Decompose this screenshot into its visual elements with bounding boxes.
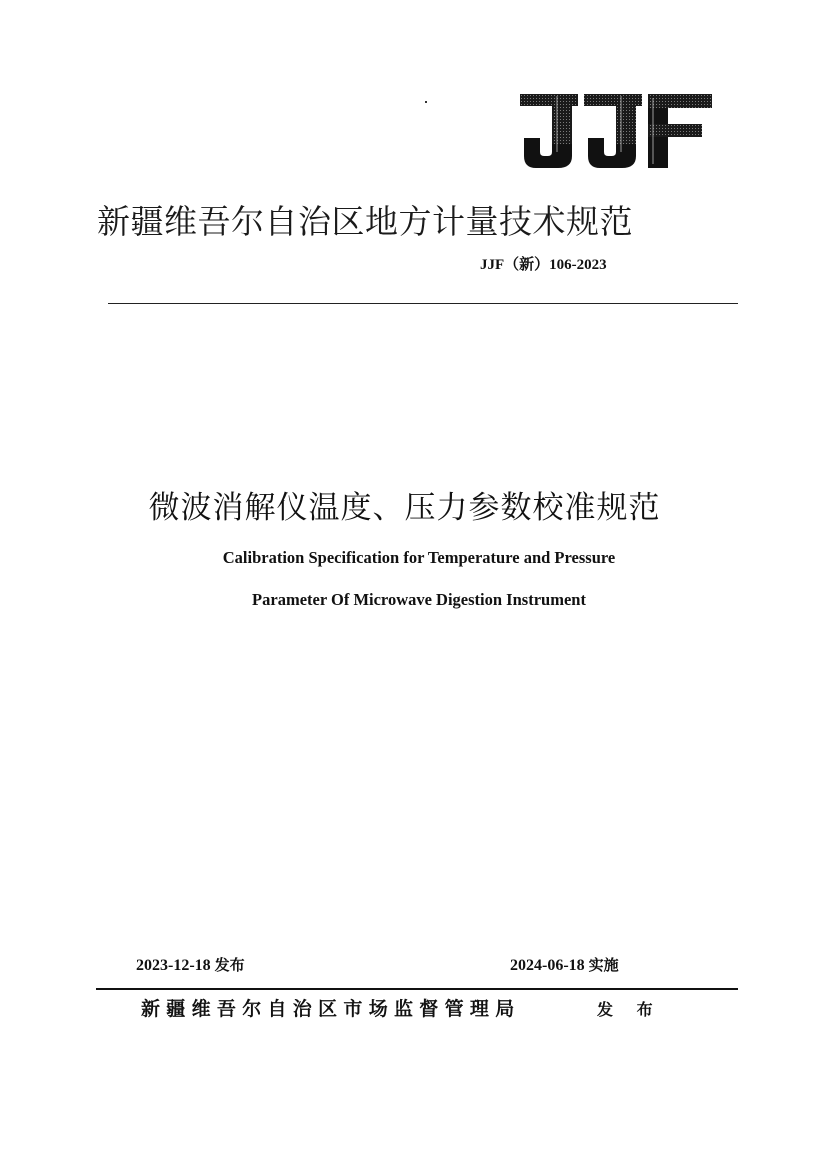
- logo-speck: [425, 101, 427, 103]
- issuing-authority: 新疆维吾尔自治区市场监督管理局: [141, 998, 521, 1020]
- document-title-en-line2: Parameter Of Microwave Digestion Instrument: [252, 590, 586, 609]
- issue-date: 2023-12-18: [136, 957, 211, 974]
- document-title-cn: 微波消解仪温度、压力参数校准规范: [148, 490, 661, 526]
- publish-label: 发 布: [597, 1000, 662, 1019]
- implementation-date-block: [510, 954, 619, 975]
- logo-letter-f: [648, 94, 712, 168]
- series-title: 新疆维吾尔自治区地方计量技术规范: [97, 202, 633, 241]
- header-divider: [108, 303, 738, 304]
- issue-label: 发布: [214, 956, 245, 974]
- document-title-en-line1: Calibration Specification for Temperature and Pressure: [222, 548, 616, 567]
- logo-letter-j1: [520, 94, 578, 168]
- document-number: JJF（新）106-2023: [480, 257, 607, 273]
- issue-date-block: [136, 954, 245, 975]
- implementation-date: 2024-06-18: [510, 957, 585, 974]
- logo-letter-j2: [584, 94, 642, 168]
- implementation-label: 实施: [588, 956, 619, 974]
- jjf-logo: [518, 92, 714, 172]
- footer-divider: [96, 988, 738, 990]
